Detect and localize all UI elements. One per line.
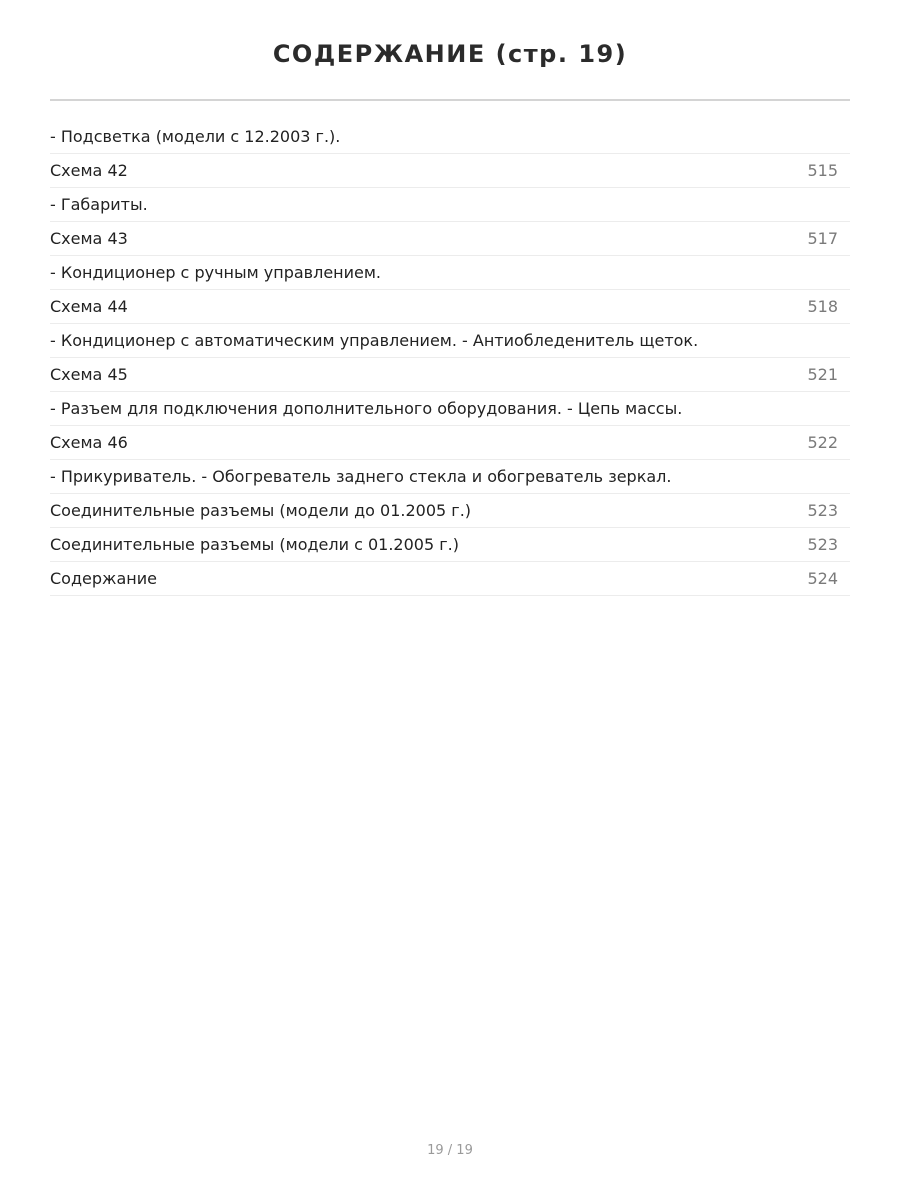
- toc-entry[interactable]: [50, 290, 850, 324]
- toc-entry[interactable]: [50, 324, 850, 358]
- toc-entry-text: - Кондиционер с автоматическим управлением. - Антиобледенитель щеток.: [50, 331, 699, 350]
- table-of-contents: [50, 120, 850, 596]
- toc-entry[interactable]: [50, 426, 850, 460]
- toc-entry-text: - Разъем для подключения дополнительного оборудования. - Цепь массы.: [50, 399, 683, 418]
- toc-entry-text: - Габариты.: [50, 195, 148, 214]
- toc-entry-text: Соединительные разъемы (модели до 01.2005 г.): [50, 501, 472, 520]
- toc-entry-page: 517: [807, 229, 838, 248]
- toc-entry[interactable]: [50, 392, 850, 426]
- toc-entry[interactable]: [50, 528, 850, 562]
- toc-entry-page: 515: [807, 161, 838, 180]
- toc-entry-page: 521: [807, 365, 838, 384]
- title-divider: [50, 99, 850, 101]
- toc-entry-page: 523: [807, 501, 838, 520]
- page-title: СОДЕРЖАНИЕ (стр. 19): [272, 40, 628, 68]
- toc-entry-page: 524: [807, 569, 838, 588]
- toc-entry-page: 522: [807, 433, 838, 452]
- toc-entry-page: 518: [807, 297, 838, 316]
- toc-entry-text: Схема 44: [50, 297, 128, 316]
- toc-entry-text: Схема 42: [50, 161, 128, 180]
- toc-entry-text: - Подсветка (модели с 12.2003 г.).: [50, 127, 341, 146]
- toc-entry[interactable]: [50, 154, 850, 188]
- toc-entry-text: Соединительные разъемы (модели с 01.2005 г.): [50, 535, 459, 554]
- toc-entry[interactable]: [50, 188, 850, 222]
- toc-entry[interactable]: [50, 460, 850, 494]
- toc-entry[interactable]: [50, 256, 850, 290]
- toc-entry-text: - Прикуриватель. - Обогреватель заднего стекла и обогреватель зеркал.: [50, 467, 672, 486]
- toc-entry-text: Схема 45: [50, 365, 128, 384]
- toc-entry-text: Содержание: [50, 569, 157, 588]
- toc-entry[interactable]: [50, 222, 850, 256]
- toc-entry[interactable]: [50, 358, 850, 392]
- toc-entry-text: Схема 46: [50, 433, 128, 452]
- page-number-footer: 19 / 19: [427, 1143, 473, 1158]
- toc-entry-text: Схема 43: [50, 229, 128, 248]
- toc-entry-page: 523: [807, 535, 838, 554]
- toc-entry-text: - Кондиционер с ручным управлением.: [50, 263, 382, 282]
- toc-entry[interactable]: [50, 494, 850, 528]
- toc-entry[interactable]: [50, 562, 850, 596]
- toc-entry[interactable]: [50, 120, 850, 154]
